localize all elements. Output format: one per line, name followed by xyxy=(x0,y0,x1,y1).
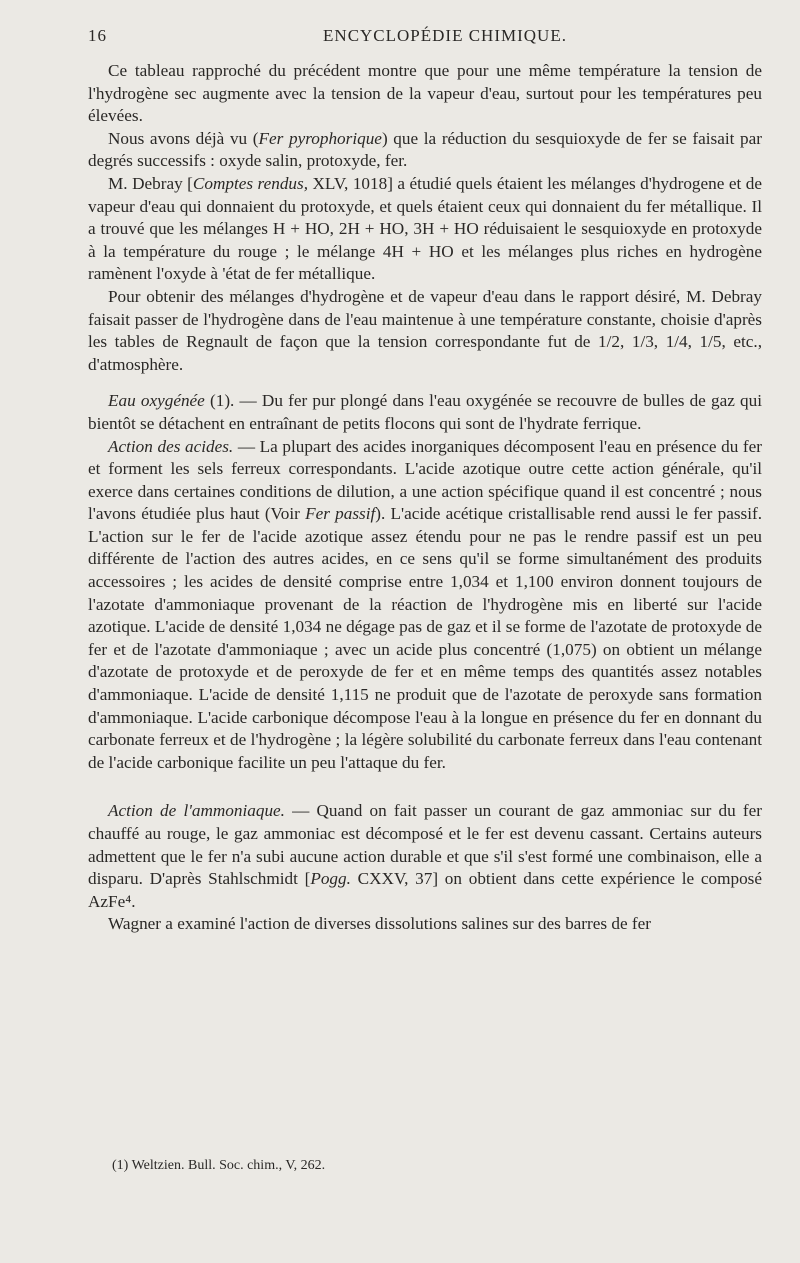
paragraph-2: Nous avons déjà vu (Fer pyrophorique) que la réduction du sesquioxyde de fer se faisait par degrés successifs : oxyde salin, protoxyde, fer. xyxy=(88,128,762,171)
paragraph-action-ammoniaque: Action de l'ammoniaque. — Quand on fait passer un courant de gaz ammoniac sur du fer chauffé au rouge, le gaz ammoniac est décomposé et le fer est devenu cassant. Certains auteurs admettent que le fer n'a subi aucune action durable et que s'il s'est formé une combinaison, elle a disparu. D'après Stahlschmidt [Pogg. CXXV, 37] on obtient dans cette expérience le composé AzFe⁴. xyxy=(88,801,762,911)
page-number: 16 xyxy=(88,26,107,45)
paragraph-1: Ce tableau rapproché du précédent montre que pour une même température la tension de l'hydrogène sec augmente avec la tension de la vapeur d'eau, surtout pour les températures peu élevées. xyxy=(88,61,762,126)
paragraph-4: Pour obtenir des mélanges d'hydrogène et de vapeur d'eau dans le rapport désiré, M. Debray faisait passer de l'hydrogène dans de l'eau maintenue à une température constante, choisie d'après les tables de Regnault de façon que la tension correspondante fut de 1/2, 1/3, 1/4, 1/5, etc., d'atmosphère. xyxy=(88,286,762,374)
paragraph-action-acides: Action des acides. — La plupart des acides inorganiques décomposent l'eau en présence du fer et forment les sels ferreux correspondants. L'acide azotique outre cette action générale, qu'il exerce dans certaines conditions de dilution, a une action spécifique quand il est concentré ; nous l'avons étudiée plus haut (Voir Fer passif). L'acide acétique cristallisable rend aussi le fer passif. L'action sur le fer de l'acide azotique assez étendu pour ne pas le rendre passif est un peu différente de l'action des autres acides, en ce sens qu'il se forme simultanément des produits accessoires ; les acides de densité comprise entre 1,034 et 1,100 environ donnent toujours de l'azotate d'ammoniaque provenant de la réaction de l'hydrogène mis en liberté sur l'acide azotique. L'acide de densité 1,034 ne dégage pas de gaz et il se forme de l'azotate de protoxyde de fer et de l'azotate d'ammoniaque ; avec un acide plus concentré (1,075) on obtient un mélange d'azotate de protoxyde et de peroxyde de fer et en même temps des quantités assez notables d'ammoniaque. L'acide de densité 1,115 ne produit que de l'azotate de peroxyde sans formation d'ammoniaque. L'acide carbonique décompose l'eau à la longue en présence du fer en donnant du carbonate ferreux et de l'hydrogène ; la légère solubilité du carbonate ferreux dans l'eau contenant de l'acide carbonique facilite un peu l'attaque du fer. xyxy=(88,436,763,772)
running-title: ENCYCLOPÉDIE CHIMIQUE. xyxy=(323,26,567,45)
paragraph-wagner: Wagner a examiné l'action de diverses dissolutions salines sur des barres de fer xyxy=(108,914,651,934)
footnote: (1) Weltzien. Bull. Soc. chim., V, 262. xyxy=(112,1158,326,1173)
paragraph-3: M. Debray [Comptes rendus, XLV, 1018] a étudié quels étaient les mélanges d'hydrogene et de vapeur d'eau qui donnaient du protoxyde, et quels étaient ceux qui donnaient du fer métallique. Il a trouvé que les mélanges H + HO, 2H + HO, 3H + HO réduisaient le sesquioxyde en protoxyde à la température du rouge ; le mélange 4H + HO et les mélanges plus riches en hydrogène ramènent l'oxyde à 'état de fer métallique. xyxy=(88,173,762,284)
paragraph-eau-oxygenee: Eau oxygénée (1). — Du fer pur plongé dans l'eau oxygénée se recouvre de bulles de gaz qui bientôt se détachent en entraînant de petits flocons qui sont de l'hydrate ferrique. xyxy=(88,391,762,433)
page-header xyxy=(88,26,762,60)
